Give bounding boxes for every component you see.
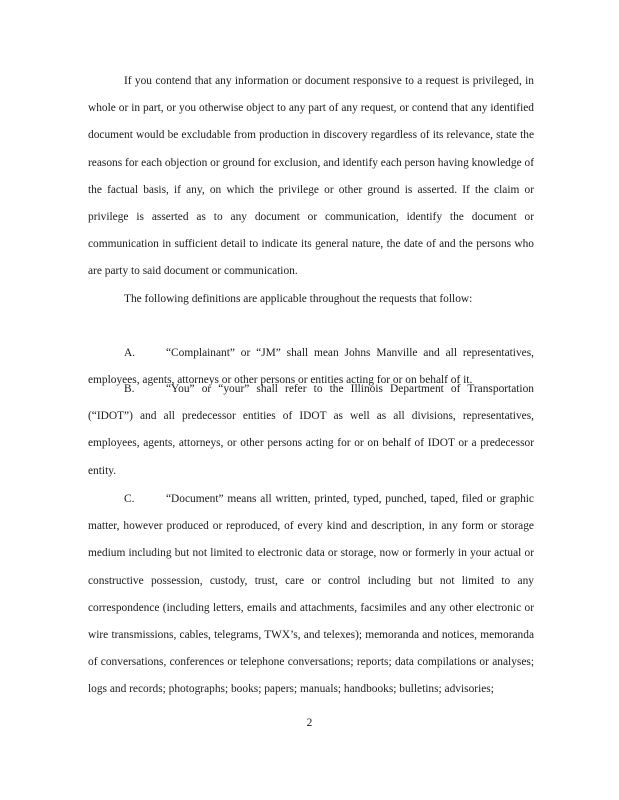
definition-letter: A.: [124, 347, 136, 359]
intro-paragraph: If you contend that any information or document responsive to a request is privileged, in whole or in part, or you otherwise object to any part of any request, or contend that any identified document would be excludable from production in discovery regardless of its relevance, state the reasons for each objection or ground for exclusion, and identify each person having knowledge of the factual basis, if any, on which the privilege or other ground is asserted. If the claim or privilege is asserted as to any document or communication, identify the document or communication in sufficient detail to indicate its general nature, the date of and the persons who are party to said document or communication.: [88, 75, 534, 278]
definition-text: “Complainant” or “JM” shall mean Johns Manville and all representatives, employees, agents, attorneys or other persons or entities acting for or on behalf of it.: [88, 347, 534, 387]
definition-letter: C.: [124, 493, 135, 505]
definition-c: [88, 486, 534, 704]
definition-text: “You” or “your” shall refer to the Illinois Department of Transportation (“IDOT”) and all predecessor entities of IDOT as well as all divisions, representatives, employees, agents, attorneys, or other persons acting for or on behalf of IDOT or a predecessor entity.: [88, 383, 534, 477]
definition-b: [88, 376, 534, 485]
definition-letter: B.: [124, 383, 135, 395]
definition-text: “Document” means all written, printed, typed, punched, taped, filed or graphic matter, however produced or reproduced, of every kind and description, in any form or storage medium including but not limited to electronic data or storage, now or formerly in your actual or constructive possession, custody, trust, care or control including but not limited to any correspondence (including letters, emails and attachments, facsimiles and any other electronic or wire transmissions, cables, telegrams, TWX’s, and telexes); memoranda and notices, memoranda of conversations, conferences or telephone conversations; reports; data compilations or analyses; logs and records; photographs; books; papers; manuals; handbooks; bulletins; advisories;: [88, 493, 534, 696]
page-number: 2: [306, 717, 313, 729]
definitions-intro: The following definitions are applicable throughout the requests that follow:: [124, 293, 473, 305]
